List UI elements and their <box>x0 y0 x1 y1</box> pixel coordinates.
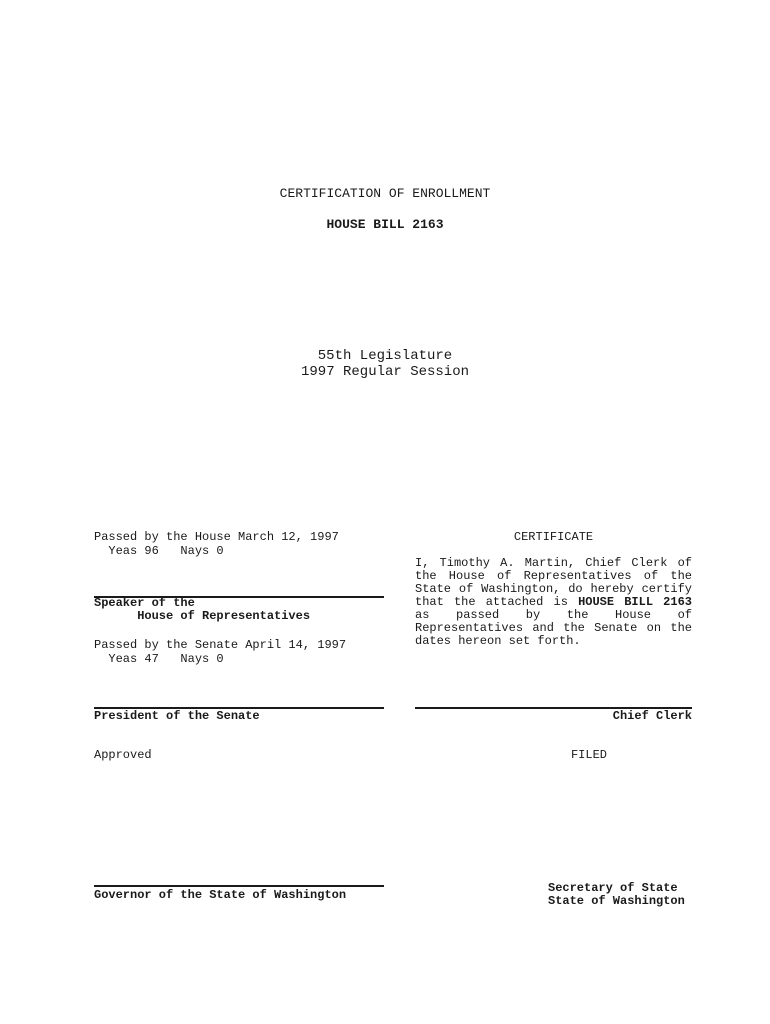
senate-passed-text: Passed by the Senate April 14, 1997 <box>94 638 347 652</box>
legislature-label: 55th Legislature <box>317 348 453 364</box>
certificate-text <box>415 557 692 648</box>
state-of-washington-label: State of Washington <box>548 894 685 908</box>
approved-label: Approved <box>94 748 152 762</box>
certificate-bill-ref: HOUSE BILL 2163 <box>578 595 692 609</box>
bill-title: HOUSE BILL 2163 <box>326 217 444 232</box>
speaker-signature-label: Speaker of the <box>94 596 195 610</box>
house-votes-text: Yeas 96 Nays 0 <box>94 544 224 558</box>
governor-signature-label: Governor of the State of Washington <box>94 888 347 902</box>
house-passed-text: Passed by the House March 12, 1997 <box>94 530 339 544</box>
session-label: 1997 Regular Session <box>300 364 470 380</box>
chief-clerk-signature-label: Chief Clerk <box>612 709 692 723</box>
governor-signature-line <box>94 885 384 887</box>
senate-votes-text: Yeas 47 Nays 0 <box>94 652 224 666</box>
filed-label: FILED <box>570 748 607 762</box>
certificate-heading: CERTIFICATE <box>513 530 594 544</box>
certificate-text-part2: as passed by the House of Representatives and the Senate on the dates hereon set forth. <box>415 608 692 648</box>
speaker-signature-label-2: House of Representatives <box>94 609 311 623</box>
certification-title: CERTIFICATION OF ENROLLMENT <box>279 186 491 201</box>
president-signature-label: President of the Senate <box>94 709 260 723</box>
secretary-of-state-label: Secretary of State <box>548 881 678 895</box>
certificate-text-part1: I, Timothy A. Martin, Chief Clerk of the House of Representatives of the State of Washington, do hereby certify that the attached is <box>415 556 692 609</box>
